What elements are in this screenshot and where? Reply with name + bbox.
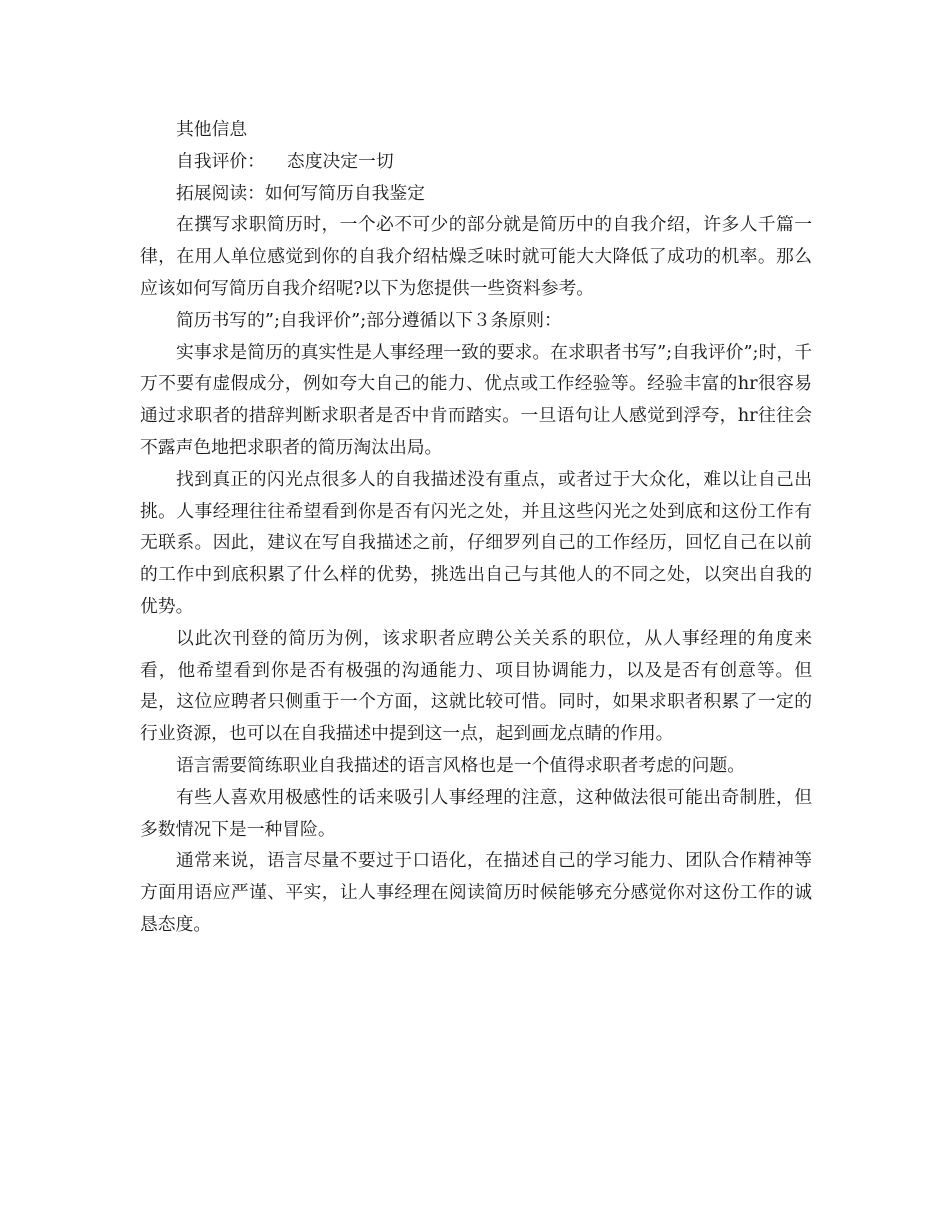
paragraph-example: 以此次刊登的简历为例，该求职者应聘公关关系的职位，从人事经理的角度来看，他希望看到你是否有极强的沟通能力、项目协调能力，以及是否有创意等。但是，这位应聘者只侧重于一个方面，这就比较可惜。同时，如果求职者积累了一定的行业资源，也可以在自我描述中提到这一点，起到画龙点睛的作用。: [140, 627, 812, 745]
section-heading-other-info: 其他信息: [176, 119, 248, 140]
self-evaluation-label: 自我评价：: [176, 150, 265, 172]
extended-reading-title: 拓展阅读：如何写简历自我鉴定: [176, 182, 425, 204]
self-evaluation-value: 态度决定一切: [286, 150, 394, 172]
paragraph-highlights: 找到真正的闪光点很多人的自我描述没有重点，或者过于大众化，难以让自己出挑。人事经理往往希望看到你是否有闪光之处，并且这些闪光之处到底和这份工作有无联系。因此，建议在写自我描述之前，仔细罗列自己的工作经历，回忆自己在以前的工作中到底积累了什么样的优势，挑选出自己与其他人的不同之处，以突出自我的优势。: [140, 468, 812, 617]
paragraph-intro: 在撰写求职简历时，一个必不可少的部分就是简历中的自我介绍，许多人千篇一律，在用人单位感觉到你的自我介绍枯燥乏味时就可能大大降低了成功的机率。那么应该如何写简历自我介绍呢?以下为您提供一些资料参考。: [140, 214, 812, 299]
paragraph-truthfulness: 实事求是简历的真实性是人事经理一致的要求。在求职者书写”;自我评价”;时，千万不要有虚假成分，例如夸大自己的能力、优点或工作经验等。经验丰富的hr很容易通过求职者的措辞判断求职者是否中肯而踏实。一旦语句让人感觉到浮夸，hr往往会不露声色地把求职者的简历淘汰出局。: [140, 341, 812, 458]
document-page: [140, 114, 812, 941]
paragraph-language-style: 语言需要简练职业自我描述的语言风格也是一个值得求职者考虑的问题。: [176, 754, 746, 776]
self-evaluation-line: [140, 146, 812, 178]
paragraph-principles-heading: 简历书写的”;自我评价”;部分遵循以下３条原则：: [176, 309, 562, 331]
paragraph-emotional-risk: 有些人喜欢用极感性的话来吸引人事经理的注意，这种做法很可能出奇制胜，但多数情况下是一种冒险。: [140, 786, 812, 840]
paragraph-conclusion: 通常来说，语言尽量不要过于口语化，在描述自己的学习能力、团队合作精神等方面用语应严谨、平实，让人事经理在阅读简历时候能够充分感觉你对这份工作的诚恳态度。: [140, 850, 812, 935]
